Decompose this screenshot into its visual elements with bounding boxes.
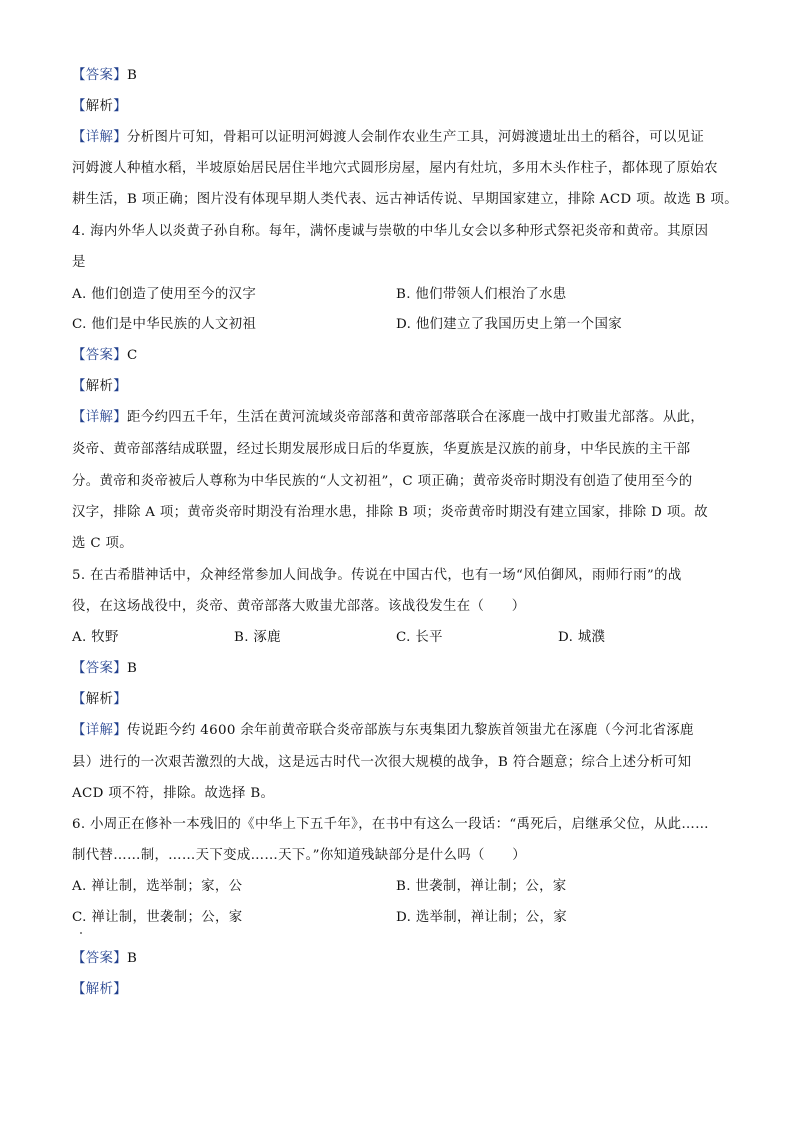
q5-detail-line-2: 县）进行的一次艰苦激烈的大战，这是远古时代一次很大规模的战争，B 符合题意；综合上述分析可知 — [72, 755, 692, 770]
q3-detail-line-1: 【详解】分析图片可知，骨耜可以证明河姆渡人会制作农业生产工具，河姆渡遗址出土的稻谷，可以见证 — [72, 130, 705, 145]
q6-option-b: B. 世袭制，禅让制；公，家 — [396, 879, 567, 894]
answer-value: B — [126, 951, 138, 966]
q3-detail-line-3: 耕生活，B 项正确；图片没有体现早期人类代表、远古神话传说、早期国家建立，排除 ACD 项。故选 B 项。 — [72, 192, 738, 207]
q6-analysis-heading: 【解析】 — [72, 982, 127, 997]
q6-stem-line-1: 6. 小周正在修补一本残旧的《中华上下五千年》，在书中有这么一段话：“禹死后，启继承父位，从此…… — [72, 817, 709, 832]
q4-answer-line: 【答案】C — [72, 348, 138, 363]
q6-option-d: D. 选举制，禅让制；公，家 — [396, 910, 567, 925]
q5-answer-line: 【答案】B — [72, 661, 138, 676]
q3-analysis-heading: 【解析】 — [72, 99, 127, 114]
analysis-label: 解析 — [85, 99, 114, 114]
q4-detail-line-4: 汉字，排除 A 项；黄帝炎帝时期没有治理水患，排除 B 项；炎帝黄帝时期没有建立国家，排除 D 项。故 — [72, 505, 709, 520]
q6-stem-line-2: 制代替……制，……天下变成……天下。”你知道残缺部分是什么吗（ ） — [72, 848, 526, 863]
answer-value: B — [126, 661, 138, 676]
q5-analysis-heading: 【解析】 — [72, 692, 127, 707]
answer-tag: 【答案】 — [72, 68, 127, 83]
q5-stem-line-2: 役，在这场战役中，炎帝、黄帝部落大败蚩尤部落。该战役发生在（ ） — [72, 599, 526, 614]
q5-option-d: D. 城濮 — [558, 630, 606, 645]
q5-option-b: B. 涿鹿 — [234, 630, 281, 645]
q6-answer-line: 【答案】B — [72, 951, 138, 966]
q4-analysis-heading: 【解析】 — [72, 379, 127, 394]
q5-detail-line-3: ACD 项不符，排除。故选择 B。 — [72, 786, 275, 801]
detail-tag: 【详解】 — [72, 130, 127, 145]
q4-detail-line-5: 选 C 项。 — [72, 536, 134, 551]
answer-value: C — [126, 348, 138, 363]
q4-stem-line-2: 是 — [72, 255, 86, 270]
q5-option-c: C. 长平 — [396, 630, 443, 645]
q4-option-c: C. 他们是中华民族的人文初祖 — [72, 317, 257, 332]
q6-option-a: A. 禅让制，选举制；家，公 — [72, 879, 243, 894]
answer-value: B — [126, 68, 138, 83]
q3-answer-line — [72, 66, 137, 86]
q5-option-a: A. 牧野 — [72, 630, 119, 645]
q5-stem-line-1: 5. 在古希腊神话中，众神经常参加人间战争。传说在中国古代，也有一场“风伯御风，雨师行雨”的战 — [72, 568, 682, 583]
q4-option-d: D. 他们建立了我国历史上第一个国家 — [396, 317, 622, 332]
stray-dot — [80, 932, 82, 934]
q4-stem-line-1: 4. 海内外华人以炎黄子孙自称。每年，满怀虔诚与崇敬的中华儿女会以多种形式祭祀炎帝和黄帝。其原因 — [72, 224, 709, 239]
q4-option-a: A. 他们创造了使用至今的汉字 — [72, 287, 257, 302]
q4-detail-line-3: 分。黄帝和炎帝被后人尊称为中华民族的“人文初祖”，C 项正确；黄帝炎帝时期没有创造了使用至今的 — [72, 474, 693, 489]
q4-option-b: B. 他们带领人们根治了水患 — [396, 287, 567, 302]
q4-detail-line-1: 【详解】距今约四五千年，生活在黄河流域炎帝部落和黄帝部落联合在涿鹿一战中打败蚩尤部落。从此， — [72, 410, 705, 425]
q4-detail-line-2: 炎帝、黄帝部落结成联盟，经过长期发展形成日后的华夏族，华夏族是汉族的前身，中华民族的主干部 — [72, 442, 691, 457]
q3-detail-line-2: 河姆渡人种植水稻，半坡原始居民居住半地穴式圆形房屋，屋内有灶坑，多用木头作柱子，都体现了原始农 — [72, 161, 718, 176]
q5-detail-line-1: 【详解】传说距今约 4600 余年前黄帝联合炎帝部族与东夷集团九黎族首领蚩尤在涿鹿（今河北省涿鹿 — [72, 723, 694, 738]
q6-option-c: C. 禅让制，世袭制；公，家 — [72, 910, 243, 925]
